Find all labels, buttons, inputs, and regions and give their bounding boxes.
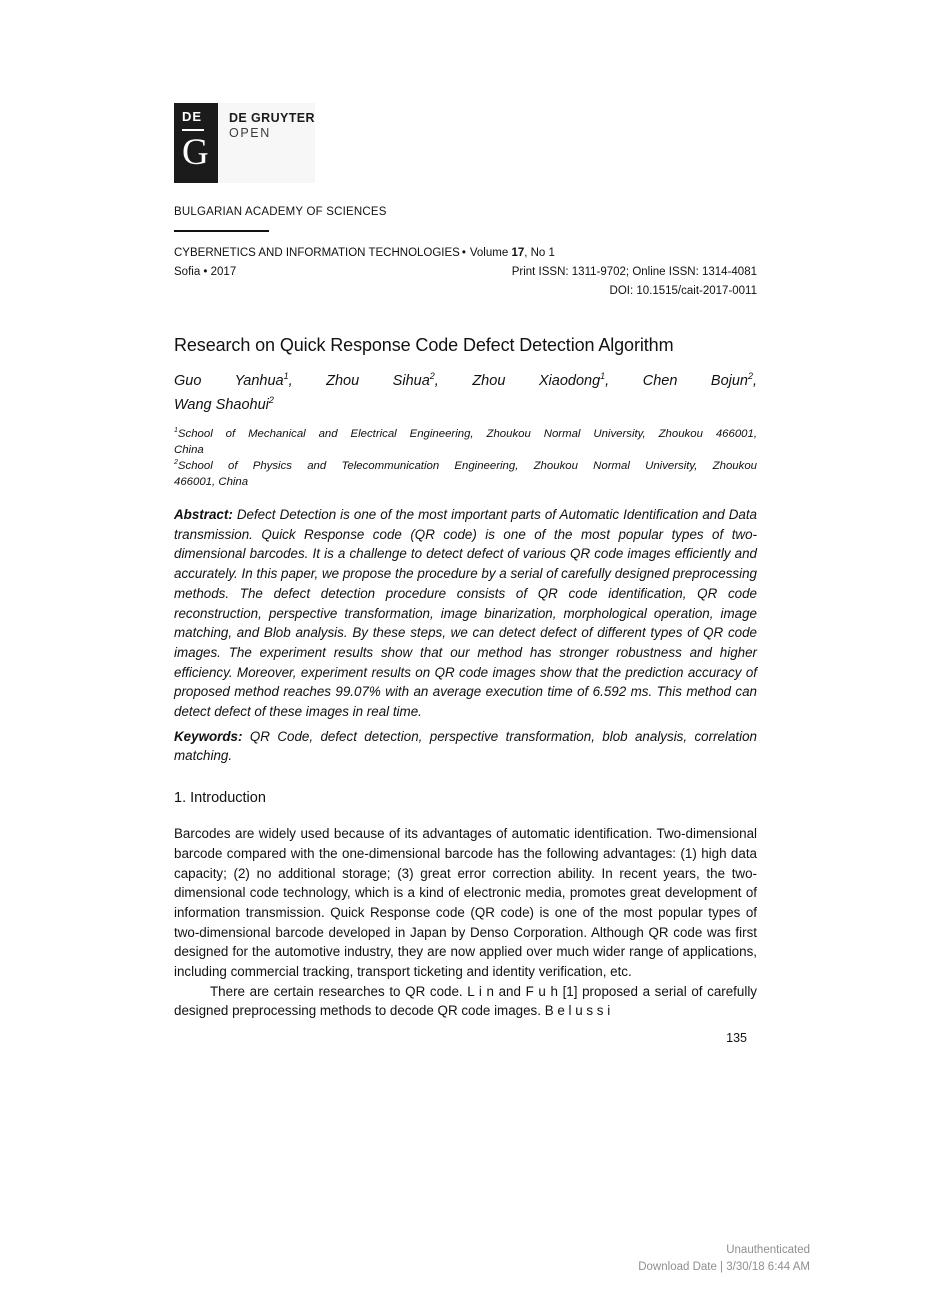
affiliation-line: China <box>174 444 204 456</box>
author-affil-mark: 1 <box>283 371 289 382</box>
article-title: Research on Quick Response Code Defect Detection Algorithm <box>174 335 674 355</box>
author <box>472 373 609 389</box>
stamp-auth-status: Unauthenticated <box>726 1244 810 1256</box>
affiliation-line: 466001, China <box>174 476 249 488</box>
author-name: Wang Shaohui <box>174 396 269 413</box>
author <box>643 373 757 389</box>
author-affil-mark: 2 <box>268 394 274 405</box>
academy-name: BULGARIAN ACADEMY OF SCIENCES <box>174 206 387 218</box>
city-year: Sofia • 2017 <box>174 266 237 278</box>
keywords <box>174 727 757 766</box>
author-separator: , <box>288 373 293 389</box>
author-name: Zhou Xiaodong <box>472 373 601 389</box>
author-affil-mark: 2 <box>747 371 753 382</box>
section-heading: 1. Introduction <box>174 790 266 807</box>
volume-number: 17 <box>511 247 525 259</box>
logo-g-text: G <box>182 132 209 173</box>
publisher-name: DE GRUYTER <box>229 111 315 125</box>
author <box>174 373 293 389</box>
author-name: Zhou Sihua <box>326 373 430 389</box>
abstract-text: Defect Detection is one of the most important parts of Automatic Identification and Data transmission. Quick Response code (QR code) is one of the most popular types of two-dimensional barcodes. It is a challenge to detect defect of various QR code images efficiently and accurately. In this paper, we propose the procedure by a serial of carefully designed preprocessing methods. The defect detection procedure consists of QR code identification, QR code reconstruction, perspective transformation, image binarization, morphological operation, image matching, and Blob analysis. By these steps, we can detect defect of different types of QR code images. The experiment results show that our method has stronger robustness and higher efficiency. Moreover, experiment results on QR code images show that the prediction accuracy of proposed method reaches 99.07% with an average execution time of 6.592 ms. This method can detect defect of these images in real time. <box>174 507 757 720</box>
author <box>174 394 274 413</box>
journal-meta-line <box>174 263 757 282</box>
affiliations <box>174 426 757 490</box>
author-affil-mark: 1 <box>600 371 606 382</box>
affil-mark: 2 <box>174 459 178 467</box>
issue-number: , No 1 <box>524 247 555 259</box>
volume-label: Volume <box>469 247 509 259</box>
affiliation-2 <box>174 458 757 490</box>
issn-line: Print ISSN: 1311-9702; Online ISSN: 1314-4081 <box>511 266 757 278</box>
page-content <box>174 103 757 1045</box>
doi-line: DOI: 10.1515/cait-2017-0011 <box>609 285 757 297</box>
abstract-label: Abstract: <box>174 507 233 522</box>
journal-title-line <box>174 244 757 263</box>
author-separator: , <box>752 373 758 389</box>
stamp-download-date: Download Date | 3/30/18 6:44 AM <box>638 1260 810 1273</box>
author-name: Guo Yanhua <box>174 373 284 389</box>
affil-text: School of Mechanical and Electrical Engineering, Zhoukou Normal University, Zhoukou 466001, <box>177 428 757 440</box>
publisher-logo <box>174 103 757 183</box>
publisher-imprint: OPEN <box>229 126 271 140</box>
body-paragraph: Barcodes are widely used because of its advantages of automatic identification. Two-dimensional barcode compared with the one-dimensional barcode has the following advantages: (1) high data capacity; (2) no additional storage; (3) great error correction ability. In recent years, the two-dimensional code technology, which is a kind of electronic media, promotes great development of information transmission. Quick Response code (QR code) is one of the most popular types of two-dimensional barcode developed in Japan by Denso Corporation. Although QR code was first designed for the automotive industry, they are now applied over much wider range of applications, including commercial tracking, transport ticketing and identity verification, etc. <box>174 826 757 980</box>
de-gruyter-logo-icon <box>174 103 218 183</box>
author-separator: , <box>434 373 439 389</box>
affiliation-line <box>174 426 757 442</box>
keywords-label: Keywords: <box>174 728 243 744</box>
abstract <box>174 505 757 722</box>
affiliation-line <box>174 458 757 474</box>
publisher-wordmark <box>218 103 315 183</box>
keywords-text: QR Code, defect detection, perspective transformation, blob analysis, correlation matching. <box>174 728 757 764</box>
body-paragraph: There are certain researches to QR code. L i n and F u h [1] proposed a serial of carefully designed preprocessing methods to decode QR code images. B e l u s s i <box>174 983 757 1019</box>
page-number: 135 <box>726 1031 747 1046</box>
download-stamp <box>638 1242 810 1275</box>
logo-de-text: DE <box>182 109 203 124</box>
logo-rule <box>182 129 204 131</box>
author-list <box>174 370 757 417</box>
journal-name: CYBERNETICS AND INFORMATION TECHNOLOGIES <box>174 247 460 259</box>
author-name: Chen Bojun <box>642 373 748 389</box>
author-separator: , <box>605 373 610 389</box>
author-line-1 <box>174 370 757 394</box>
affil-text: School of Physics and Telecommunication Engineering, Zhoukou Normal University, Zhoukou <box>177 460 757 472</box>
author <box>326 373 439 389</box>
affiliation-1 <box>174 426 757 458</box>
author-affil-mark: 2 <box>429 371 435 382</box>
author-line-2 <box>174 394 757 418</box>
header-divider <box>174 230 269 232</box>
affil-mark: 1 <box>174 427 178 435</box>
journal-header <box>174 244 757 301</box>
bullet-separator: • <box>461 247 466 259</box>
